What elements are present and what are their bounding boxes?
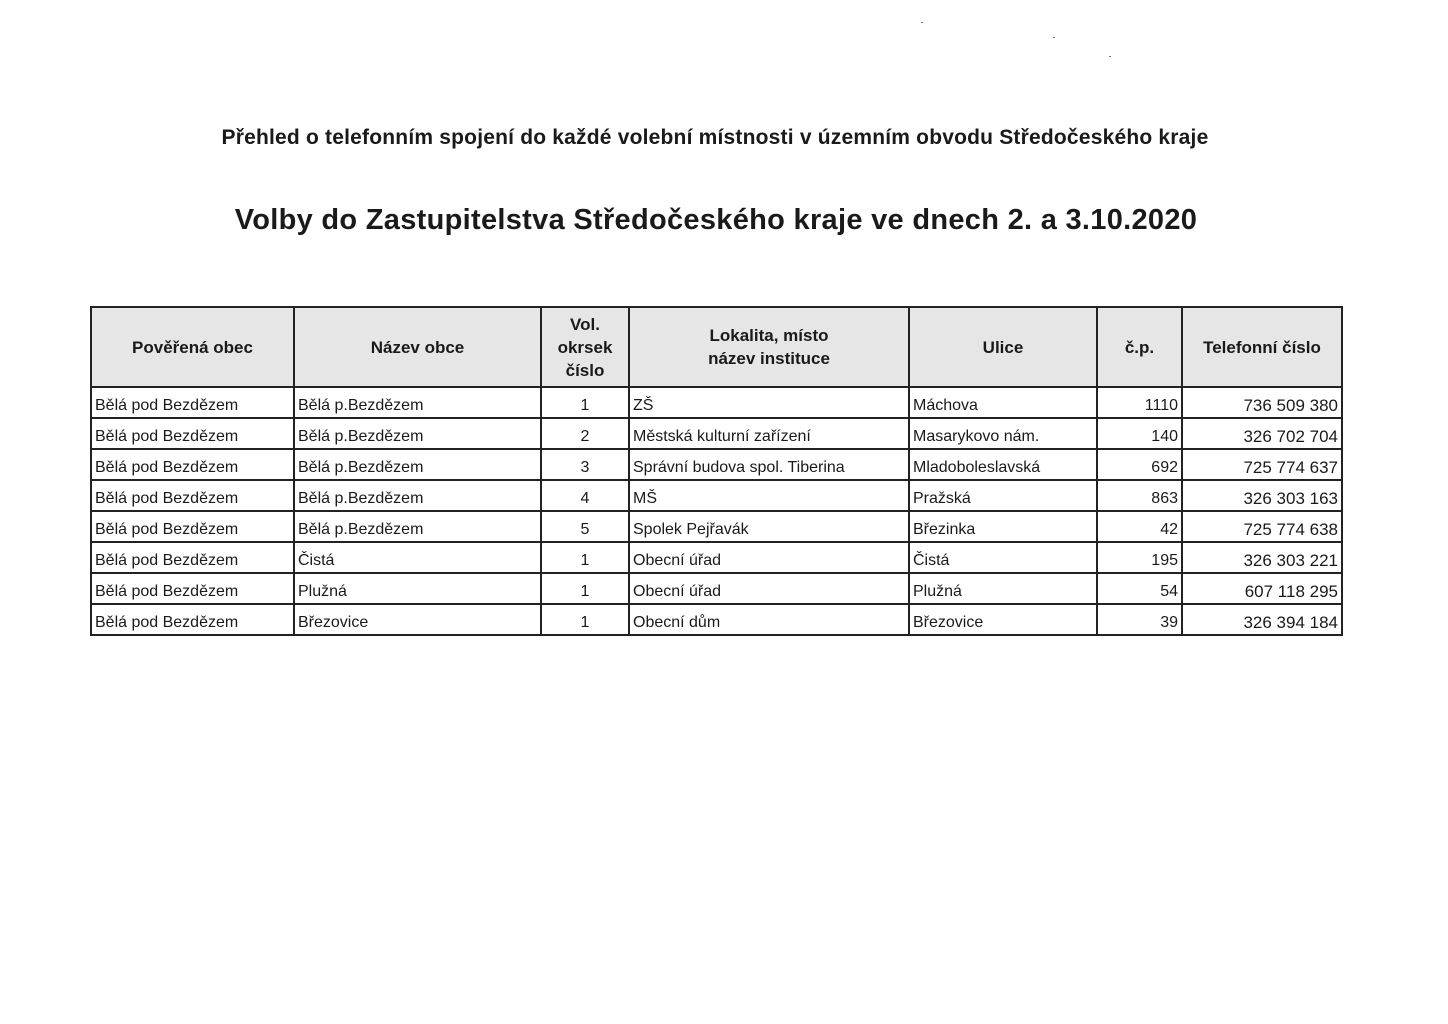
header-nazev-obce: Název obce [294,307,541,387]
cell-lokalita: Obecní úřad [629,542,909,573]
cell-telefon: 326 702 704 [1182,418,1342,449]
header-okrsek-line2: okrsek [557,337,613,357]
cell-ulice: Mladoboleslavská [909,449,1097,480]
header-okrsek-line3: číslo [565,360,605,380]
cell-ulice: Březovice [909,604,1097,635]
cell-nazev-obce: Bělá p.Bezdězem [294,511,541,542]
cell-okrsek: 1 [541,604,629,635]
cell-lokalita: ZŠ [629,387,909,418]
cell-ulice: Březinka [909,511,1097,542]
table-row [91,511,1342,542]
cell-poverena-obec: Bělá pod Bezdězem [91,573,294,604]
cell-telefon: 326 394 184 [1182,604,1342,635]
cell-nazev-obce: Čistá [294,542,541,573]
scan-speck [921,22,923,23]
cell-ulice: Masarykovo nám. [909,418,1097,449]
cell-ulice: Plužná [909,573,1097,604]
cell-okrsek: 1 [541,542,629,573]
table-row [91,604,1342,635]
cell-telefon: 725 774 637 [1182,449,1342,480]
cell-cp: 54 [1097,573,1182,604]
header-poverena-obec: Pověřená obec [91,307,294,387]
cell-ulice: Máchova [909,387,1097,418]
cell-cp: 863 [1097,480,1182,511]
cell-cp: 140 [1097,418,1182,449]
header-telefon: Telefonní číslo [1182,307,1342,387]
header-ulice: Ulice [909,307,1097,387]
cell-okrsek: 2 [541,418,629,449]
cell-telefon: 326 303 221 [1182,542,1342,573]
document-subheading: Volby do Zastupitelstva Středočeského kraje ve dnech 2. a 3.10.2020 [234,204,1198,236]
header-cp: č.p. [1097,307,1182,387]
cell-nazev-obce: Březovice [294,604,541,635]
table-row [91,573,1342,604]
cell-poverena-obec: Bělá pod Bezdězem [91,604,294,635]
cell-nazev-obce: Bělá p.Bezdězem [294,449,541,480]
cell-okrsek: 5 [541,511,629,542]
cell-okrsek: 3 [541,449,629,480]
cell-ulice: Čistá [909,542,1097,573]
document-heading: Přehled o telefonním spojení do každé volební místnosti v územním obvodu Středočeského kraje [221,126,1209,149]
cell-poverena-obec: Bělá pod Bezdězem [91,387,294,418]
table-row [91,542,1342,573]
cell-ulice: Pražská [909,480,1097,511]
cell-nazev-obce: Bělá p.Bezdězem [294,480,541,511]
cell-lokalita: Spolek Pejřavák [629,511,909,542]
phone-contacts-table [90,306,1343,636]
cell-cp: 1110 [1097,387,1182,418]
cell-telefon: 607 118 295 [1182,573,1342,604]
cell-poverena-obec: Bělá pod Bezdězem [91,480,294,511]
cell-telefon: 725 774 638 [1182,511,1342,542]
cell-okrsek: 4 [541,480,629,511]
cell-telefon: 736 509 380 [1182,387,1342,418]
table-header-row [91,307,1342,387]
header-okrsek [541,307,629,387]
header-lokalita [629,307,909,387]
cell-okrsek: 1 [541,387,629,418]
header-lokalita-line2: název instituce [708,349,830,368]
cell-cp: 42 [1097,511,1182,542]
cell-nazev-obce: Bělá p.Bezdězem [294,387,541,418]
table-row [91,387,1342,418]
scan-speck [1053,37,1055,38]
cell-nazev-obce: Bělá p.Bezdězem [294,418,541,449]
cell-poverena-obec: Bělá pod Bezdězem [91,542,294,573]
table-row [91,418,1342,449]
cell-lokalita: Městská kulturní zařízení [629,418,909,449]
table-row [91,480,1342,511]
cell-cp: 195 [1097,542,1182,573]
cell-lokalita: Správní budova spol. Tiberina [629,449,909,480]
cell-lokalita: Obecní úřad [629,573,909,604]
scan-speck [1109,56,1111,57]
cell-telefon: 326 303 163 [1182,480,1342,511]
cell-poverena-obec: Bělá pod Bezdězem [91,418,294,449]
cell-cp: 692 [1097,449,1182,480]
cell-lokalita: Obecní dům [629,604,909,635]
cell-lokalita: MŠ [629,480,909,511]
cell-poverena-obec: Bělá pod Bezdězem [91,449,294,480]
cell-nazev-obce: Plužná [294,573,541,604]
header-okrsek-line1: Vol. [570,314,600,334]
cell-poverena-obec: Bělá pod Bezdězem [91,511,294,542]
cell-cp: 39 [1097,604,1182,635]
table-row [91,449,1342,480]
cell-okrsek: 1 [541,573,629,604]
header-lokalita-line1: Lokalita, místo [709,326,829,345]
